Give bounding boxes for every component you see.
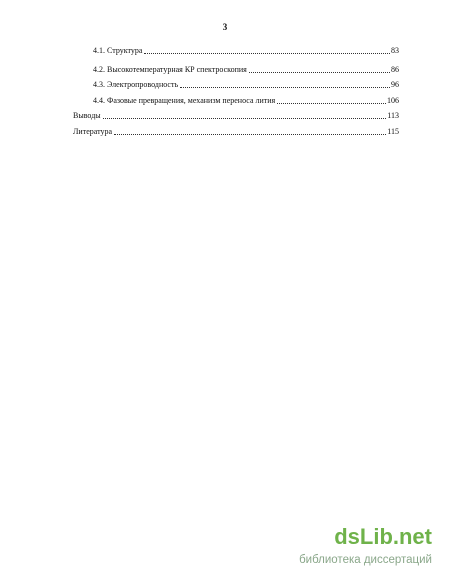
toc-leader-dots <box>103 111 387 119</box>
toc-entry <box>93 46 399 56</box>
toc-entry-title: 4.4. Фазовые превращения, механизм переноса лития <box>93 96 276 105</box>
watermark-logo: dsLib.net <box>334 524 432 549</box>
toc-entry <box>93 80 399 90</box>
toc-entry <box>93 65 399 75</box>
toc-entry-title: 4.3. Электропроводность <box>93 80 179 89</box>
toc-entry-page: 86 <box>391 65 399 74</box>
toc-entry-title: 4.2. Высокотемпературная КР спектроскопия <box>93 65 247 74</box>
toc-leader-dots <box>114 127 386 135</box>
toc-entry-title: 4.1. Структура <box>93 46 143 55</box>
toc-entry-title: Выводы <box>73 111 101 120</box>
toc-entry <box>73 127 399 137</box>
toc-entry-page: 113 <box>387 111 399 120</box>
toc-entry-page: 83 <box>391 46 399 55</box>
toc-entry-page: 115 <box>387 127 399 136</box>
toc-entry <box>93 96 399 106</box>
toc-entry-page: 106 <box>387 96 399 105</box>
toc-entry-title: Литература <box>73 127 113 136</box>
toc-entry <box>73 111 399 121</box>
toc-entry-page: 96 <box>391 80 399 89</box>
dslib-watermark <box>262 524 432 576</box>
watermark-subtitle: библиотека диссертаций <box>299 554 432 566</box>
page-number: 3 <box>222 22 228 32</box>
toc-leader-dots <box>249 65 390 73</box>
toc-leader-dots <box>144 46 390 54</box>
toc-leader-dots <box>180 80 390 88</box>
toc-leader-dots <box>277 96 386 104</box>
